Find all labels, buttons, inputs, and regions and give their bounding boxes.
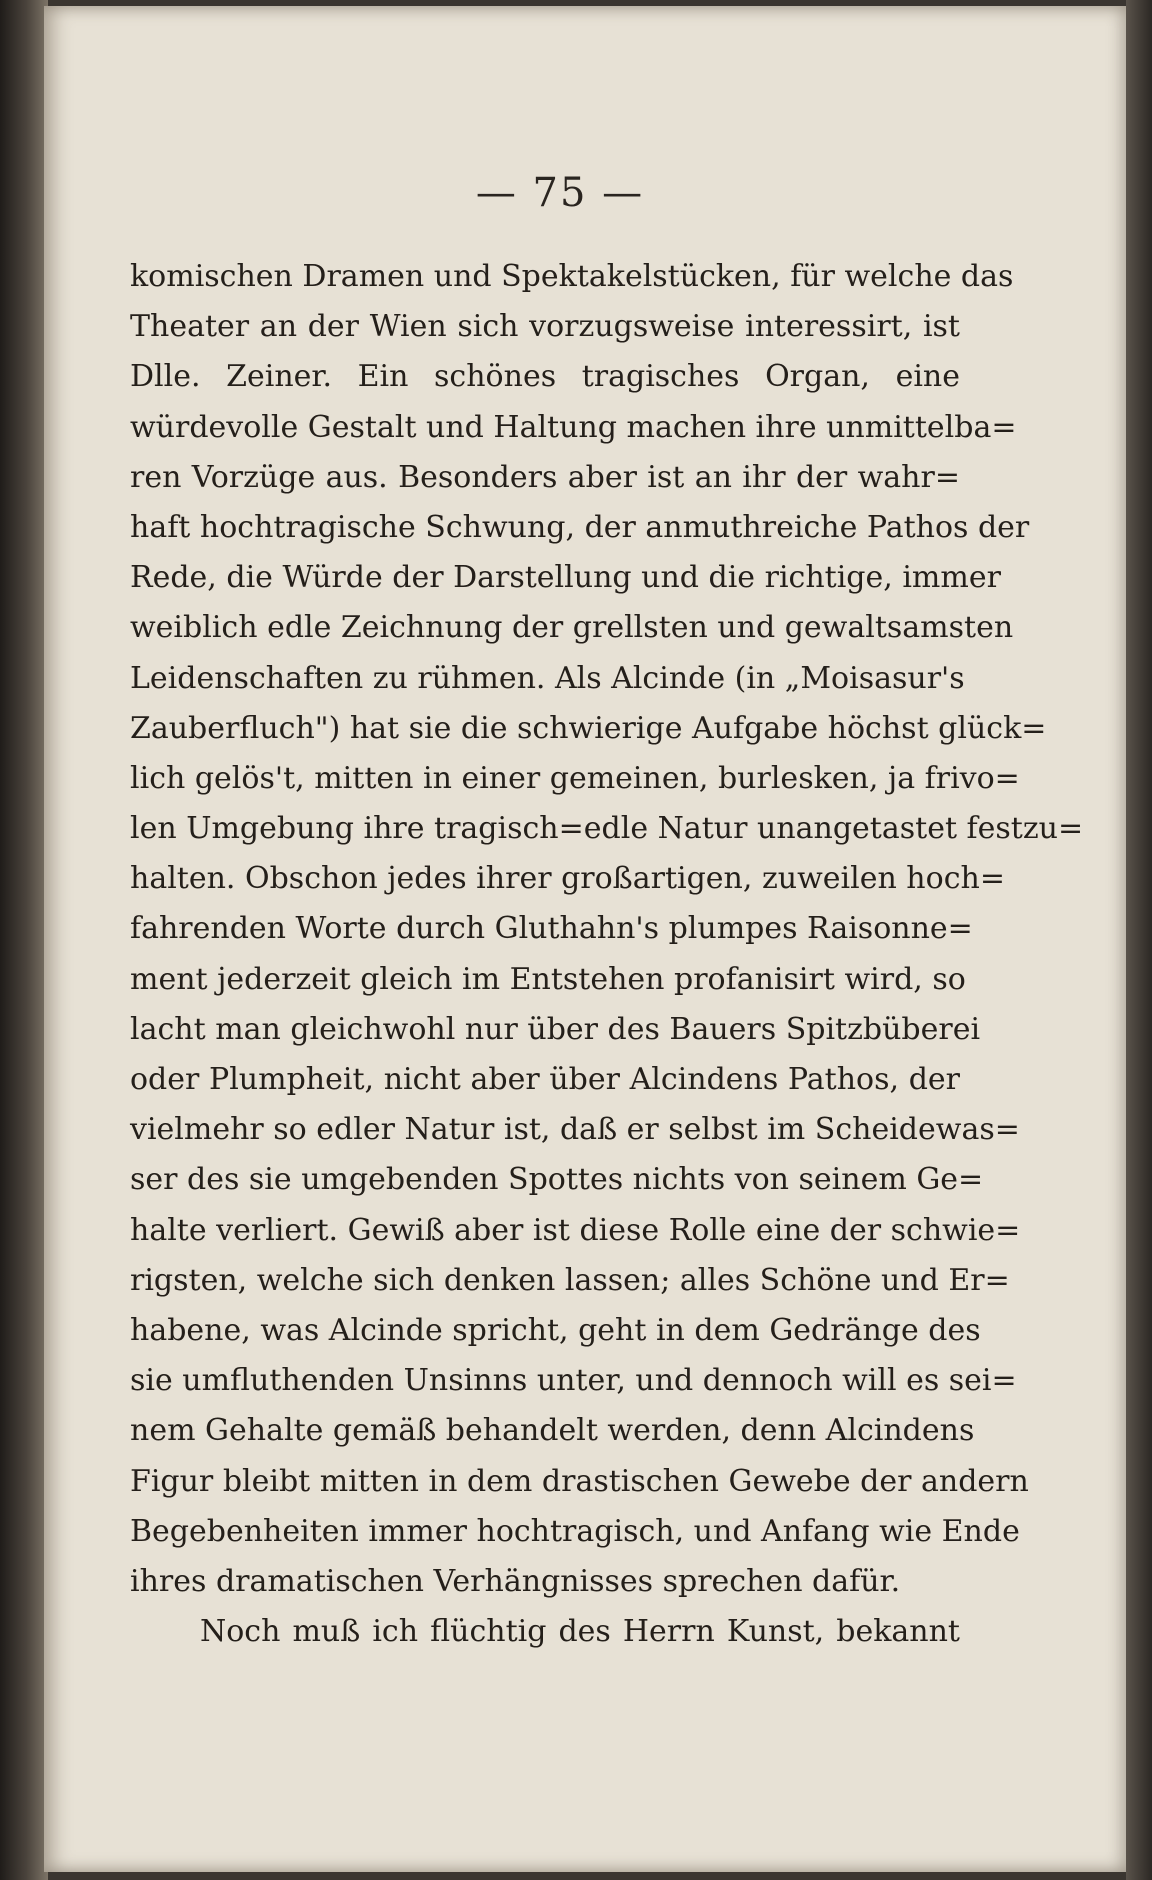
text-line: halte verliert. Gewiß aber ist diese Rolle eine der schwie= (130, 1212, 1021, 1248)
body-text (130, 252, 1084, 1657)
text-line: komischen Dramen und Spektakelstücken, für welche das (130, 259, 1014, 294)
text-line: ser des sie umgebenden Spottes nichts von seinem Ge= (130, 1162, 984, 1198)
text-line: haft hochtragische Schwung, der anmuthreiche Pathos der (130, 509, 1030, 545)
book-spine-shadow (0, 0, 48, 1880)
text-line: Figur bleibt mitten in dem drastischen Gewebe der andern (130, 1463, 1029, 1499)
text-line: Rede, die Würde der Darstellung und die richtige, immer (130, 560, 1001, 596)
text-line: vielmehr so edler Natur ist, daß er selbst im Scheidewas= (130, 1112, 1020, 1148)
text-line: lacht man gleichwohl nur über des Bauers Spitzbüberei (130, 1011, 981, 1047)
text-line: len Umgebung ihre tragisch=edle Natur unangetastet festzu= (130, 811, 1084, 847)
text-line: halten. Obschon jedes ihrer großartigen, zuweilen hoch= (130, 861, 1005, 897)
paragraph-end-line: ihres dramatischen Verhängnisses sprechen dafür. (130, 1563, 901, 1599)
text-line: rigsten, welche sich denken lassen; alles Schöne und Er= (130, 1262, 1010, 1298)
text-line: fahrenden Worte durch Gluthahn's plumpes Raisonne= (130, 911, 973, 947)
text-line: habene, was Alcinde spricht, geht in dem Gedränge des (130, 1312, 981, 1348)
text-line: Leidenschaften zu rühmen. Als Alcinde (in „Moisasur's (130, 660, 965, 696)
page-edge-right (1126, 0, 1152, 1880)
text-line: sie umfluthenden Unsinns unter, und dennoch will es sei= (130, 1363, 1017, 1399)
text-line: Begebenheiten immer hochtragisch, und Anfang wie Ende (130, 1513, 1020, 1549)
text-line: ren Vorzüge aus. Besonders aber ist an ihr der wahr= (130, 459, 960, 495)
text-line: Theater an der Wien sich vorzugsweise interessirt, ist (130, 309, 960, 345)
text-line: oder Plumpheit, nicht aber über Alcindens Pathos, der (130, 1062, 960, 1097)
paragraph-start-line: Noch muß ich flüchtig des Herrn Kunst, bekannt (200, 1614, 960, 1650)
text-line: lich gelös't, mitten in einer gemeinen, burlesken, ja frivo= (130, 760, 1020, 796)
text-line: ment jederzeit gleich im Entstehen profanisirt wird, so (130, 961, 966, 997)
page-number: — 75 — (475, 170, 645, 216)
text-line: würdevolle Gestalt und Haltung machen ihre unmittelba= (130, 409, 1017, 445)
text-line: Zauberfluch") hat sie die schwierige Aufgabe höchst glück= (130, 710, 1047, 746)
text-line: nem Gehalte gemäß behandelt werden, denn Alcindens (130, 1413, 975, 1449)
text-line: weiblich edle Zeichnung der grellsten und gewaltsamsten (130, 610, 1014, 646)
text-line: Dlle. Zeiner. Ein schönes tragisches Organ, eine (130, 359, 960, 395)
